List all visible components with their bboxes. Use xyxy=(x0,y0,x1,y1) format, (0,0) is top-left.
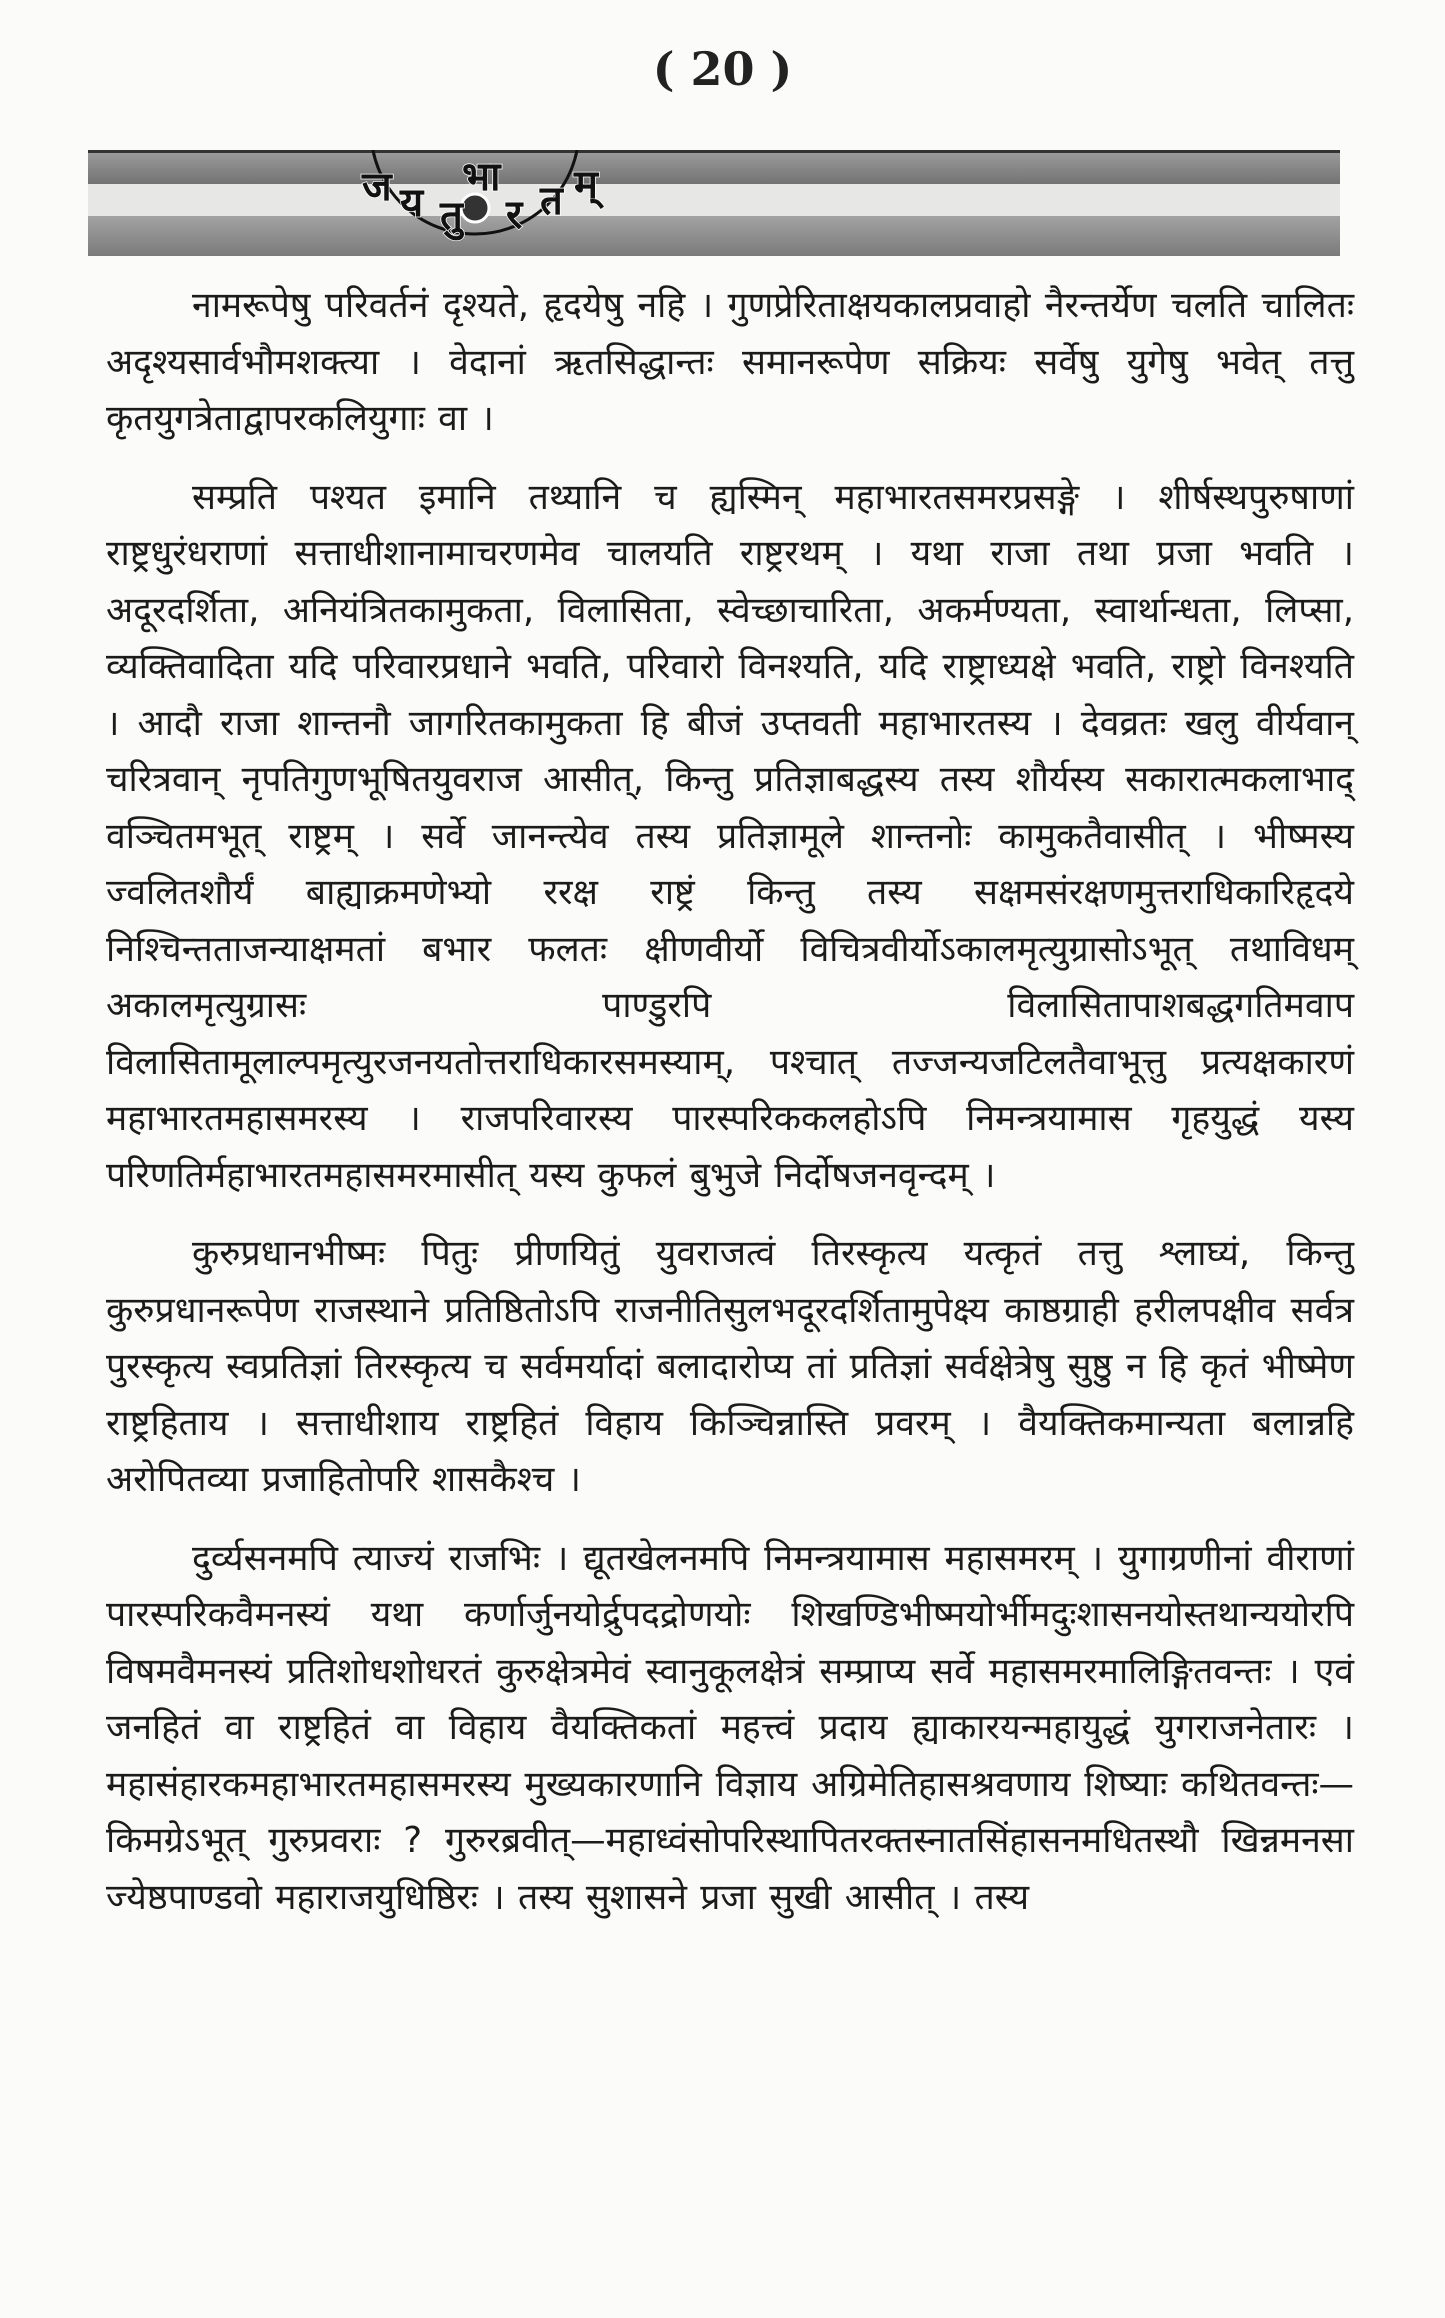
paragraph-1: नामरूपेषु परिवर्तनं दृश्यते, हृदयेषु नहि । गुणप्रेरिताक्षयकालप्रवाहो नैरन्तर्येण चलति चालितः अदृश्यसार्वभौमशक्त्या । वेदानां ऋतसिद्धान्तः समानरूपेण सक्रियः सर्वेषु युगेषु भवेत् तत्तु कृतयुगत्रेताद्वापरकलियुगाः वा । xyxy=(106,285,1354,439)
banner-letter-3: तु xyxy=(440,193,463,239)
banner-letter-5: र xyxy=(506,192,523,238)
paragraph-2: सम्प्रति पश्यत इमानि तथ्यानि च ह्यस्मिन् महाभारतसमरप्रसङ्गे । शीर्षस्थपुरुषाणां राष्ट्रधुरंधराणां सत्ताधीशानामाचरणमेव चालयति राष्ट्ररथम् । यथा राजा तथा प्रजा भवति । अदूरदर्शिता, अनियंत्रितकामुकता, विलासिता, स्वेच्छाचारिता, अकर्मण्यता, स्वार्थान्धता, लिप्सा, व्यक्तिवादिता यदि परिवारप्रधाने भवति, परिवारो विनश्यति, यदि राष्ट्राध्यक्षे भवति, राष्ट्रो विनश्यति । आदौ राजा शान्तनौ जागरितकामुकता हि बीजं उप्तवती महाभारतस्य । देवव्रतः खलु वीर्यवान् चरित्रवान् नृपतिगुणभूषितयुवराज आसीत्, किन्तु प्रतिज्ञाबद्धस्य तस्य शौर्यस्य सकारात्मकलाभाद् वञ्चितमभूत् राष्ट्रम् । सर्वे जानन्त्येव तस्य प्रतिज्ञामूले शान्तनोः कामुकतैवासीत् । भीष्मस्य ज्वलितशौर्यं बाह्याक्रमणेभ्यो ररक्ष राष्ट्रं किन्तु तस्य सक्षमसंरक्षणमुत्तराधिकारिहृदये निश्चिन्तताजन्याक्षमतां बभार फलतः क्षीणवीर्यो विचित्रवीर्योऽकालमृत्युग्रासोऽभूत् तथाविधम् अकालमृत्युग्रासः पाण्डुरपि विलासितापाशबद्धगतिमवाप विलासितामूलाल्पमृत्युरजनयतोत्तराधिकारसमस्याम्, पश्चात् तज्जन्यजटिलतैवाभूत्तु प्रत्यक्षकारणं महाभारतमहासमरस्य । राजपरिवारस्य पारस्परिककलहोऽपि निमन्त्रयामास गृहयुद्धं यस्य परिणतिर्महाभारतमहासमरमासीत् यस्य कुफलं बुभुजे निर्दोषजनवृन्दम् । xyxy=(106,476,1354,1196)
paragraph-3: कुरुप्रधानभीष्मः पितुः प्रीणयितुं युवराजत्वं तिरस्कृत्य यत्कृतं तत्तु श्लाघ्यं, किन्तु कुरुप्रधानरूपेण राजस्थाने प्रतिष्ठितोऽपि राजनीतिसुलभदूरदर्शितामुपेक्ष्य काष्ठग्राही हरीलपक्षीव सर्वत्र पुरस्कृत्य स्वप्रतिज्ञां तिरस्कृत्य च सर्वमर्यादां बलादारोप्य तां प्रतिज्ञां सर्वक्षेत्रेषु सुष्ठु न हि कृतं भीष्मेण राष्ट्रहिताय । सत्ताधीशाय राष्ट्रहितं विहाय किञ्चिन्नास्ति प्रवरम् । वैयक्तिकमान्यता बलान्नहि अरोपितव्या प्रजाहितोपरि शासकैश्च । xyxy=(106,1233,1354,1500)
page-number: ( 20 ) xyxy=(652,42,793,96)
banner-title-arch xyxy=(88,150,1340,256)
paragraph-4: दुर्व्यसनमपि त्याज्यं राजभिः । द्यूतखेलनमपि निमन्त्रयामास महासमरम् । युगाग्रणीनां वीराणां पारस्परिकवैमनस्यं यथा कर्णार्जुनयोर्द्रुपदद्रोणयोः शिखण्डिभीष्मयोर्भीमदुःशासनयोस्तथान्ययोरपि विषमवैमनस्यं प्रतिशोधशोधरतं कुरुक्षेत्रमेवं स्वानुकूलक्षेत्रं सम्प्राप्य सर्वे महासमरमालिङ्गितवन्तः । एवं जनहितं वा राष्ट्रहितं वा विहाय वैयक्तिकतां महत्त्वं प्रदाय ह्याकारयन्महायुद्धं युगराजनेतारः । महासंहारकमहाभारतमहासमरस्य मुख्यकारणानि विज्ञाय अग्रिमेतिहासश्रवणाय शिष्याः कथितवन्तः— किमग्रेऽभूत् गुरुप्रवराः ? गुरुरब्रवीत्—महाध्वंसोपरिस्थापितरक्तस्नातसिंहासनमधितस्थौ खिन्नमनसा ज्येष्ठपाण्डवो महाराजयुधिष्ठिरः । तस्य सुशासने प्रजा सुखी आसीत् । तस्य xyxy=(106,1537,1354,1918)
banner-letter-7: म् xyxy=(574,162,598,208)
banner-letter-4: भा xyxy=(462,154,501,200)
banner-letter-2: य xyxy=(400,180,424,226)
header-banner xyxy=(88,150,1340,256)
banner-letter-6: त xyxy=(540,178,563,224)
banner-letter-1: ज xyxy=(362,164,392,210)
body-text xyxy=(106,278,1354,1948)
